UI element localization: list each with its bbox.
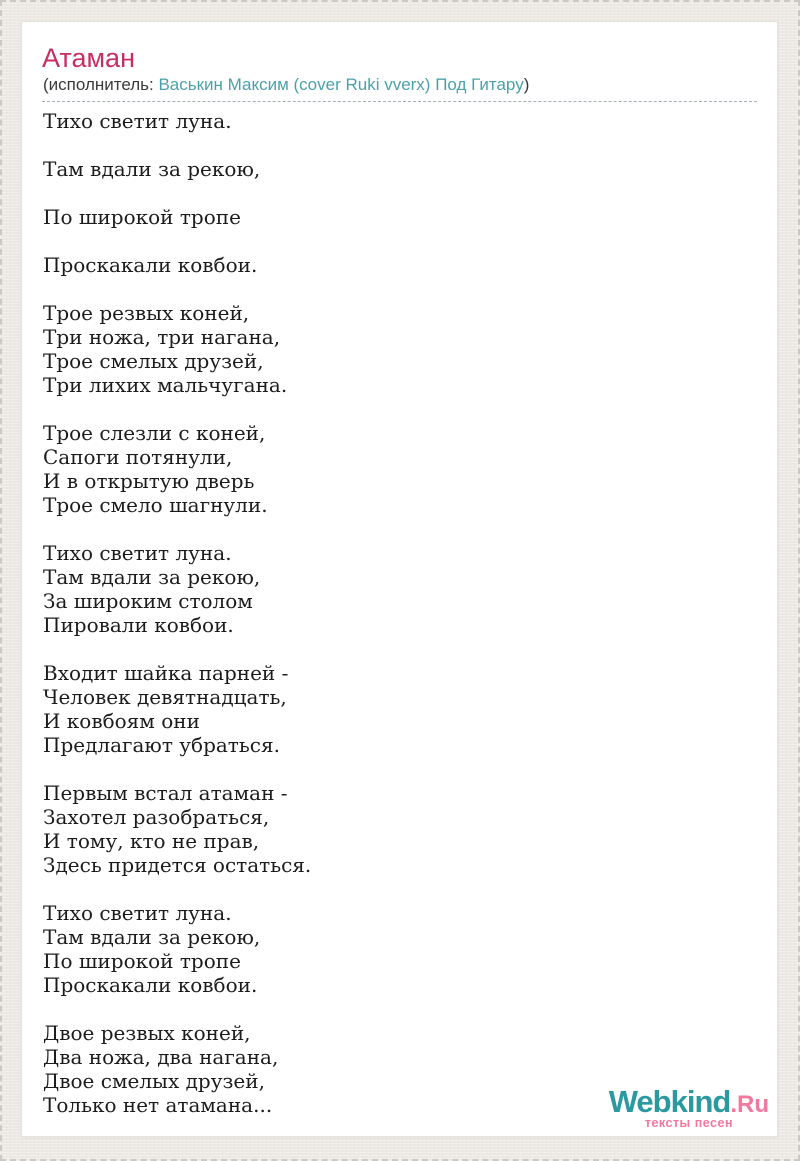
lyric-line: И ковбоям они bbox=[43, 709, 200, 733]
lyric-line: Тихо светит луна. bbox=[43, 541, 232, 565]
stanza bbox=[43, 781, 757, 877]
lyric-line: Три лихих мальчугана. bbox=[43, 373, 288, 397]
lyrics-card bbox=[21, 21, 778, 1137]
stanza bbox=[43, 301, 757, 397]
lyric-line: Тихо светит луна. bbox=[43, 901, 232, 925]
lyric-line: По широкой тропе bbox=[43, 205, 241, 229]
lyric-line: Двое смелых друзей, bbox=[43, 1069, 265, 1093]
lyric-line: Трое резвых коней, bbox=[43, 301, 250, 325]
artist-label: (исполнитель: bbox=[43, 75, 159, 94]
lyric-line: Там вдали за рекою, bbox=[43, 925, 261, 949]
stanza bbox=[43, 661, 757, 757]
lyric-line: Только нет атамана... bbox=[43, 1093, 273, 1117]
lyric-line: Там вдали за рекою, bbox=[43, 565, 261, 589]
lyric-line: Входит шайка парней - bbox=[43, 661, 289, 685]
stanza bbox=[43, 109, 757, 133]
stanza bbox=[43, 157, 757, 181]
stanza bbox=[43, 901, 757, 997]
lyric-line: Проскакали ковбои. bbox=[43, 253, 258, 277]
lyric-line: Два ножа, два нагана, bbox=[43, 1045, 279, 1069]
song-title: Атаман bbox=[42, 43, 135, 73]
stanza bbox=[43, 205, 757, 229]
lyric-line: И тому, кто не прав, bbox=[43, 829, 260, 853]
stanza bbox=[43, 253, 757, 277]
lyric-line: Тихо светит луна. bbox=[43, 109, 232, 133]
lyric-line: Двое резвых коней, bbox=[43, 1021, 251, 1045]
logo-domain-text: .Ru bbox=[730, 1091, 769, 1118]
lyric-line: Трое смело шагнули. bbox=[43, 493, 268, 517]
lyric-line: Трое смелых друзей, bbox=[43, 349, 264, 373]
stanza bbox=[43, 541, 757, 637]
lyric-line: Пировали ковбои. bbox=[43, 613, 234, 637]
webkind-logo[interactable] bbox=[608, 1084, 769, 1133]
lyric-line: И в открытую дверь bbox=[43, 469, 255, 493]
logo-tagline: тексты песен bbox=[644, 1116, 733, 1130]
lyric-line: Три ножа, три нагана, bbox=[43, 325, 281, 349]
artist-link[interactable]: Васькин Максим (cover Ruki vverx) Под Гитару bbox=[158, 75, 524, 94]
lyric-line: Захотел разобраться, bbox=[43, 805, 270, 829]
lyrics bbox=[42, 109, 757, 1117]
artist-line bbox=[42, 73, 757, 102]
lyric-line: Трое слезли с коней, bbox=[43, 421, 266, 445]
lyric-line: По широкой тропе bbox=[43, 949, 241, 973]
logo-brand-text: Webkind bbox=[608, 1084, 731, 1119]
artist-suffix: ) bbox=[523, 75, 530, 94]
lyric-line: Там вдали за рекою, bbox=[43, 157, 261, 181]
stanza bbox=[43, 421, 757, 517]
lyric-line: Человек девятнадцать, bbox=[43, 685, 287, 709]
lyric-line: Первым встал атаман - bbox=[43, 781, 288, 805]
lyric-line: Проскакали ковбои. bbox=[43, 973, 258, 997]
lyric-line: Здесь придется остаться. bbox=[43, 853, 312, 877]
lyric-line: Предлагают убраться. bbox=[43, 733, 280, 757]
lyric-line: За широким столом bbox=[43, 589, 253, 613]
lyric-line: Сапоги потянули, bbox=[43, 445, 233, 469]
